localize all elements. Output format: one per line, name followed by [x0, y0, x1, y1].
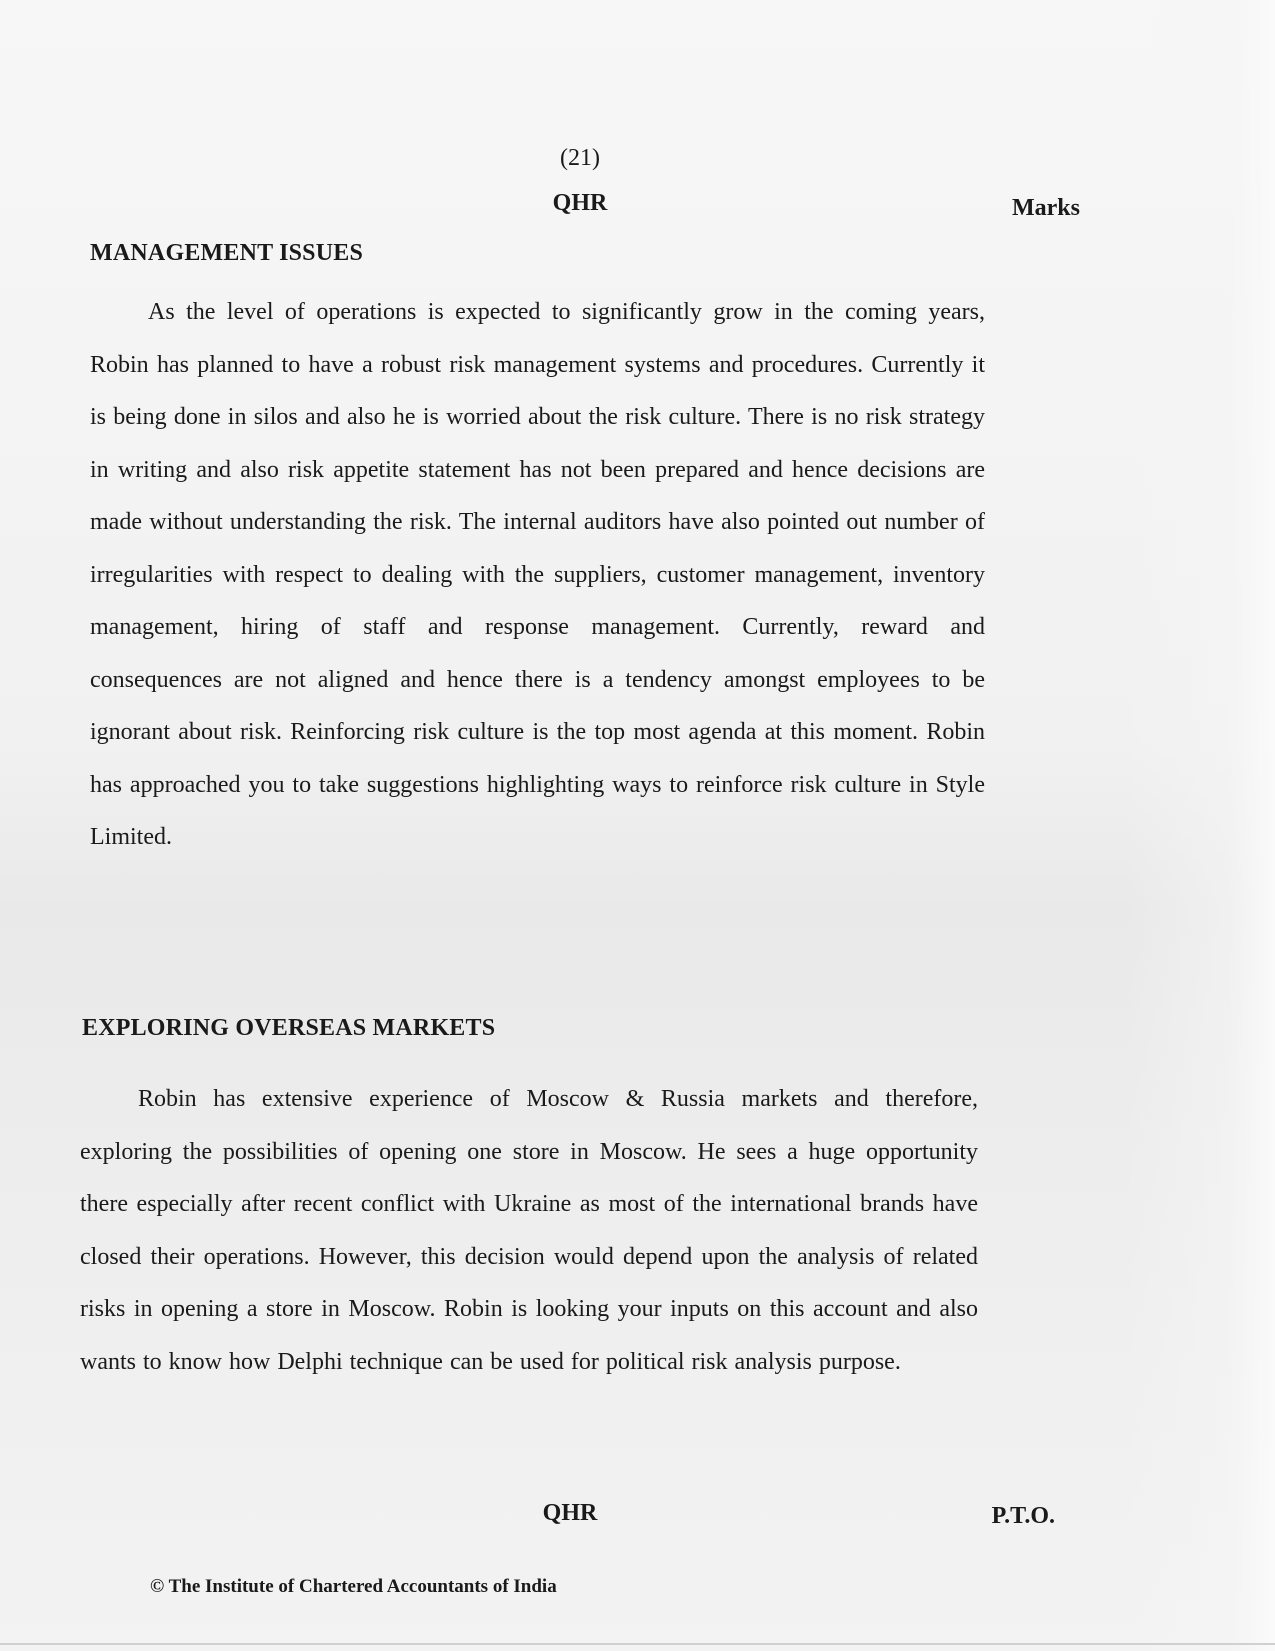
- page-bottom-edge: [0, 1643, 1275, 1645]
- paragraph-text: Robin has extensive experience of Moscow & Russia markets and therefore, exploring the possibilities of opening one store in Moscow. He sees a huge opportunity there especially after recent conflict with Ukraine as most of the international brands have closed their operations. However, this decision would depend upon the analysis of related risks in opening a store in Moscow. Robin is looking your inputs on this account and also wants to know how Delphi technique can be used for political risk analysis purpose.: [80, 1086, 978, 1375]
- please-turn-over-label: P.T.O.: [991, 1503, 1055, 1529]
- paragraph-text: As the level of operations is expected to significantly grow in the coming years, Robin has planned to have a robust risk management systems and procedures. Currently it is being done in silos and also he is worried about the risk culture. There is no risk strategy in writing and also risk appetite statement has not been prepared and hence decisions are made without understanding the risk. The internal auditors have also pointed out number of irregularities with respect to dealing with the suppliers, customer management, inventory management, hiring of staff and response management. Currently, reward and consequences are not aligned and hence there is a tendency amongst employees to be ignorant about risk. Reinforcing risk culture is the top most agenda at this moment. Robin has approached you to take suggestions highlighting ways to reinforce risk culture in Style Limited.: [90, 299, 985, 850]
- paper-code-footer: QHR: [542, 1500, 598, 1526]
- copyright-notice: © The Institute of Chartered Accountants of India: [150, 1576, 557, 1597]
- section-heading-exploring-overseas-markets: EXPLORING OVERSEAS MARKETS: [82, 1015, 496, 1041]
- page-number: (21): [560, 145, 600, 171]
- section-body-exploring-overseas-markets: [80, 1073, 978, 1388]
- scan-edge-shading: [1125, 0, 1275, 1651]
- section-heading-management-issues: MANAGEMENT ISSUES: [90, 240, 364, 266]
- marks-column-label: Marks: [1012, 195, 1080, 221]
- section-body-management-issues: [90, 286, 985, 864]
- paper-code-header: QHR: [552, 190, 608, 216]
